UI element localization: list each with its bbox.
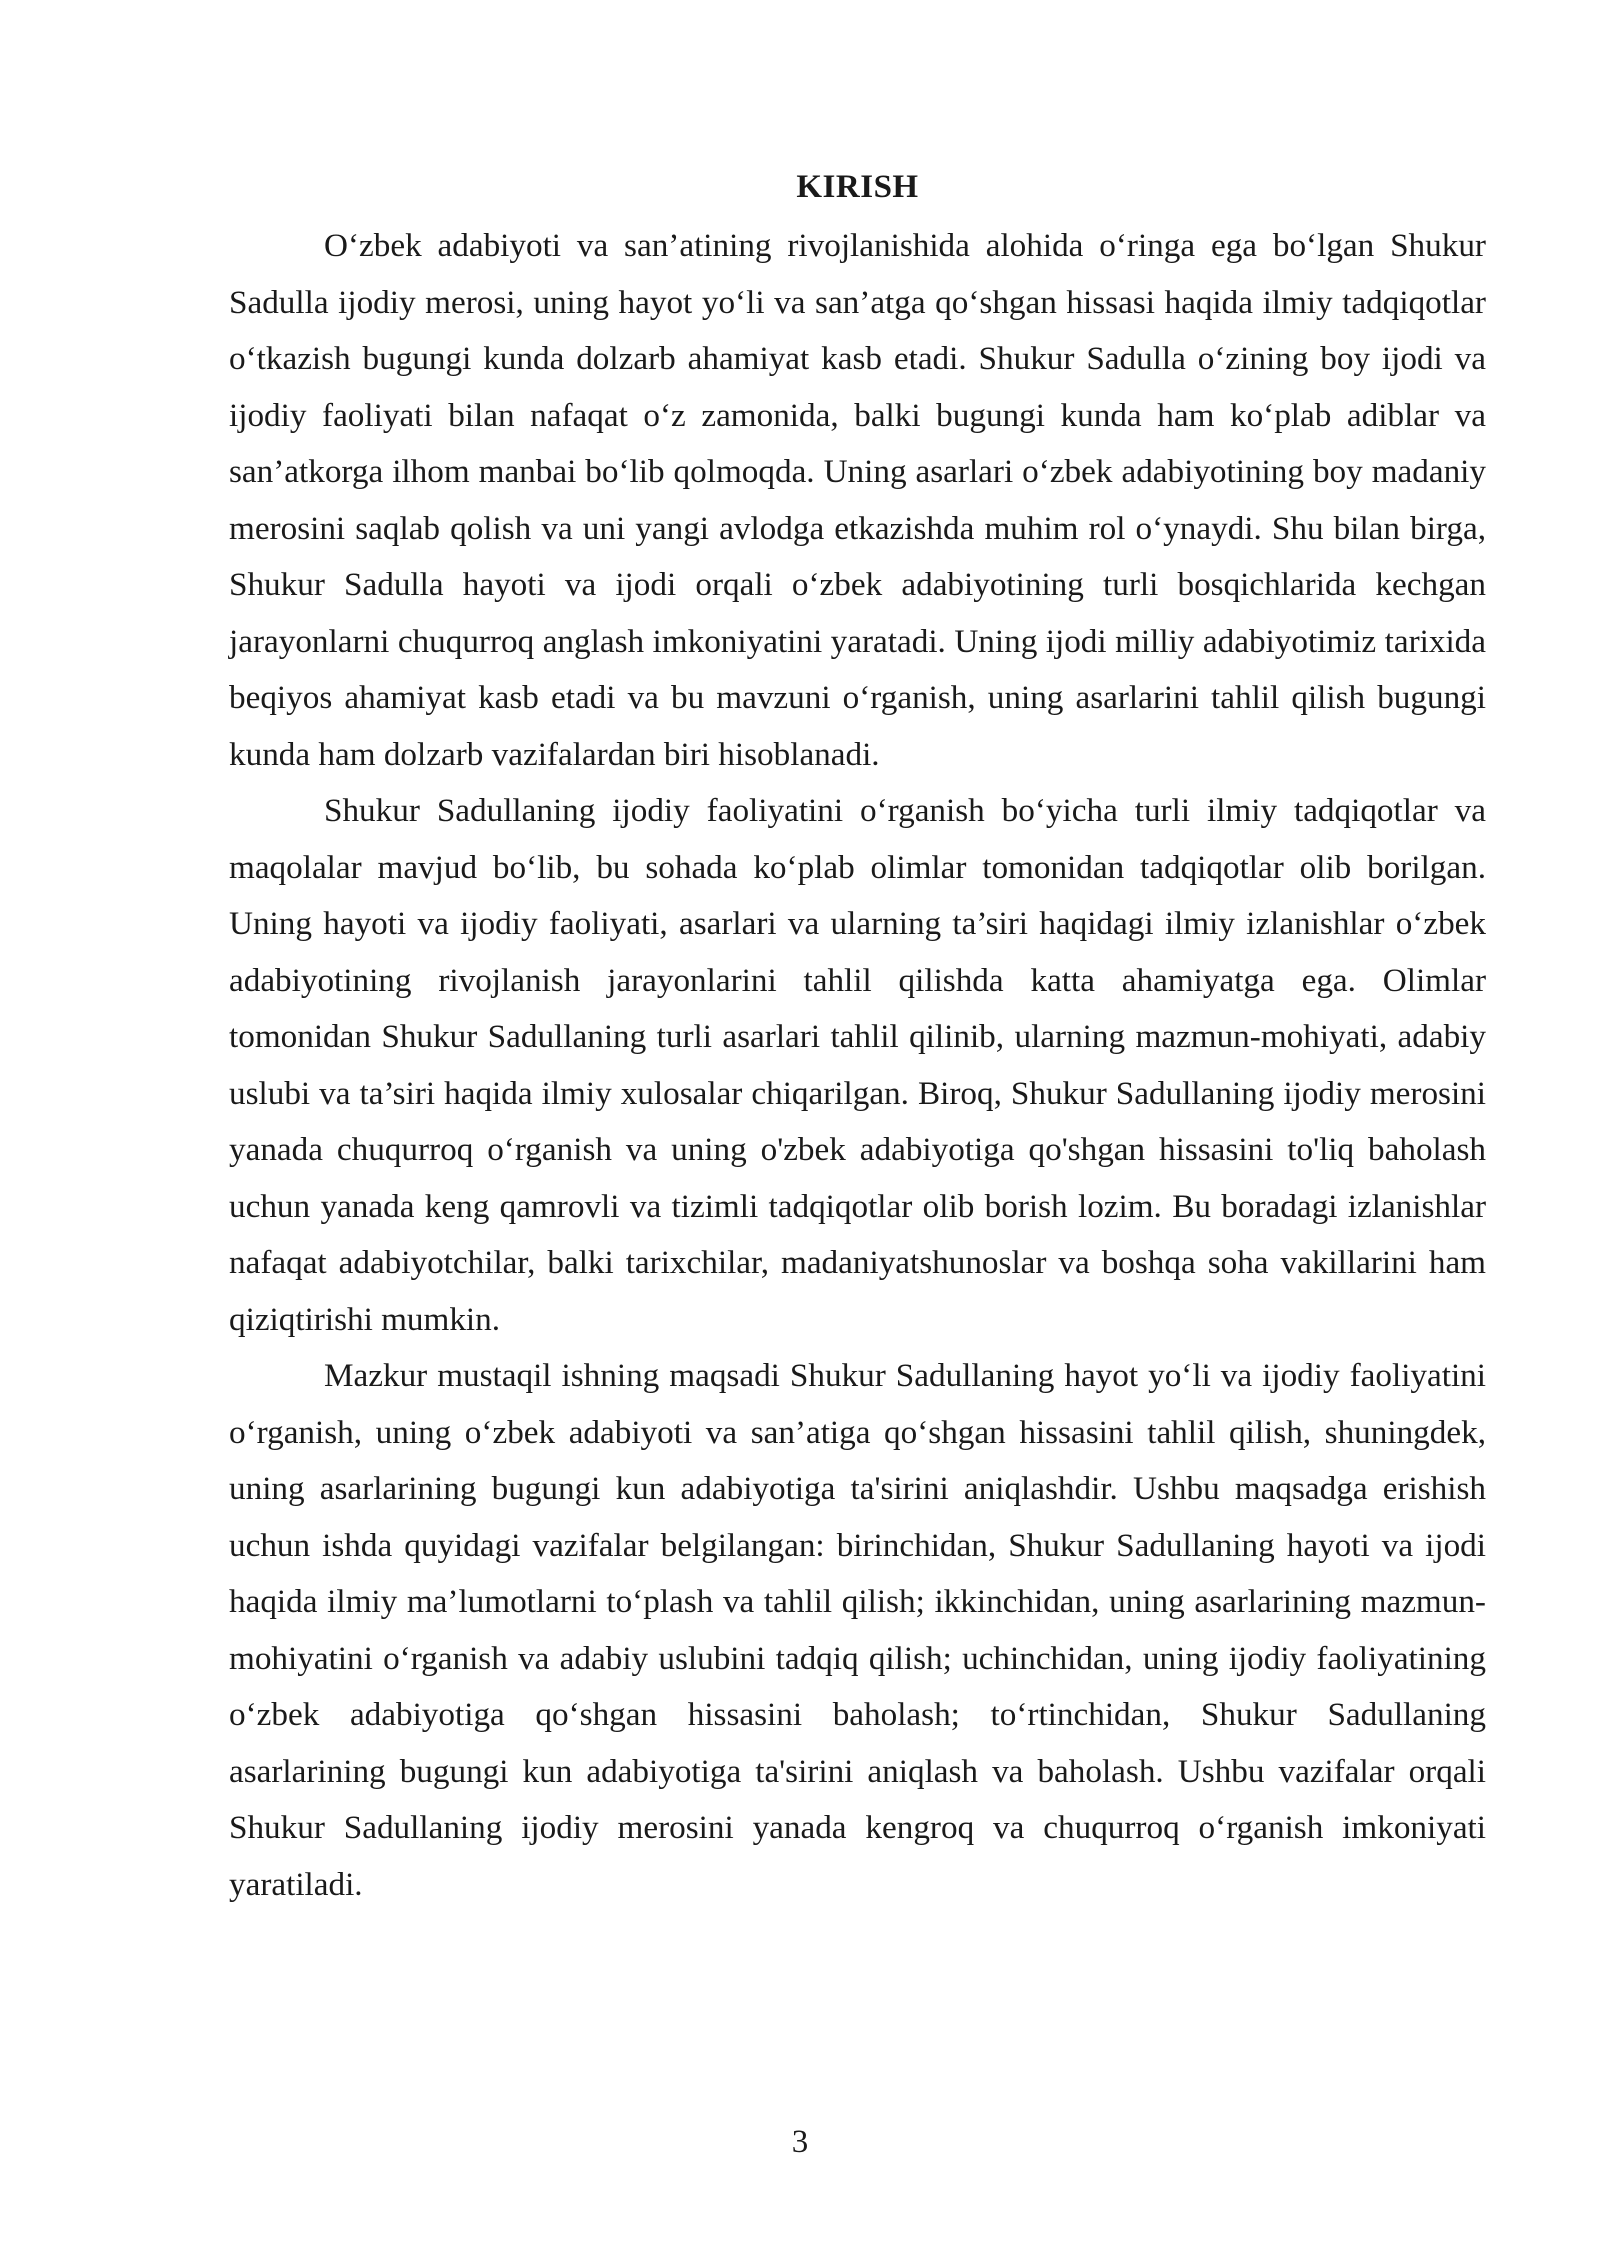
page-body bbox=[229, 164, 1486, 1913]
paragraph-2: Shukur Sadullaning ijodiy faoliyatini o‘rganish bo‘yicha turli ilmiy tadqiqotlar va maqolalar mavjud bo‘lib, bu sohada ko‘plab olimlar tomonidan tadqiqotlar olib borilgan. Uning hayoti va ijodiy faoliyati, asarlari va ularning ta’siri haqidagi ilmiy izlanishlar o‘zbek adabiyotining rivojlanish jarayonlarini tahlil qilishda katta ahamiyatga ega. Olimlar tomonidan Shukur Sadullaning turli asarlari tahlil qilinib, ularning mazmun-mohiyati, adabiy uslubi va ta’siri haqida ilmiy xulosalar chiqarilgan. Biroq, Shukur Sadullaning ijodiy merosini yanada chuqurroq o‘rganish va uning o'zbek adabiyotiga qo'shgan hissasini to'liq baholash uchun yanada keng qamrovli va tizimli tadqiqotlar olib borish lozim. Bu boradagi izlanishlar nafaqat adabiyotchilar, balki tarixchilar, madaniyatshunoslar va boshqa soha vakillarini ham qiziqtirishi mumkin. bbox=[229, 792, 1486, 1338]
paragraph-3: Mazkur mustaqil ishning maqsadi Shukur Sadullaning hayot yo‘li va ijodiy faoliyatini o‘rganish, uning o‘zbek adabiyoti va san’atiga qo‘shgan hissasini tahlil qilish, shuningdek, uning asarlarining bugungi kun adabiyotiga ta'sirini aniqlashdir. Ushbu maqsadga erishish uchun ishda quyidagi vazifalar belgilangan: birinchidan, Shukur Sadullaning hayoti va ijodi haqida ilmiy ma’lumotlarni to‘plash va tahlil qilish; ikkinchidan, uning asarlarining mazmun-mohiyatini o‘rganish va adabiy uslubini tadqiq qilish; uchinchidan, uning ijodiy faoliyatining o‘zbek adabiyotiga qo‘shgan hissasini baholash; to‘rtinchidan, Shukur Sadullaning asarlarining bugungi kun adabiyotiga ta'sirini aniqlash va baholash. Ushbu vazifalar orqali Shukur Sadullaning ijodiy merosini yanada kengroq va chuqurroq o‘rganish imkoniyati yaratiladi. bbox=[229, 1357, 1486, 1903]
paragraph-1: O‘zbek adabiyoti va san’atining rivojlanishida alohida o‘ringa ega bo‘lgan Shukur Sadulla ijodiy merosi, uning hayot yo‘li va san’atga qo‘shgan hissasi haqida ilmiy tadqiqotlar o‘tkazish bugungi kunda dolzarb ahamiyat kasb etadi. Shukur Sadulla o‘zining boy ijodi va ijodiy faoliyati bilan nafaqat o‘z zamonida, balki bugungi kunda ham ko‘plab adiblar va san’atkorga ilhom manbai bo‘lib qolmoqda. Uning asarlari o‘zbek adabiyotining boy madaniy merosini saqlab qolish va uni yangi avlodga etkazishda muhim rol o‘ynaydi. Shu bilan birga, Shukur Sadulla hayoti va ijodi orqali o‘zbek adabiyotining turli bosqichlarida kechgan jarayonlarni chuqurroq anglash imkoniyatini yaratadi. Uning ijodi milliy adabiyotimiz tarixida beqiyos ahamiyat kasb etadi va bu mavzuni o‘rganish, uning asarlarini tahlil qilish bugungi kunda ham dolzarb vazifalardan biri hisoblanadi. bbox=[229, 227, 1486, 773]
section-heading: KIRISH bbox=[796, 169, 919, 205]
page-number: 3 bbox=[791, 2124, 809, 2160]
